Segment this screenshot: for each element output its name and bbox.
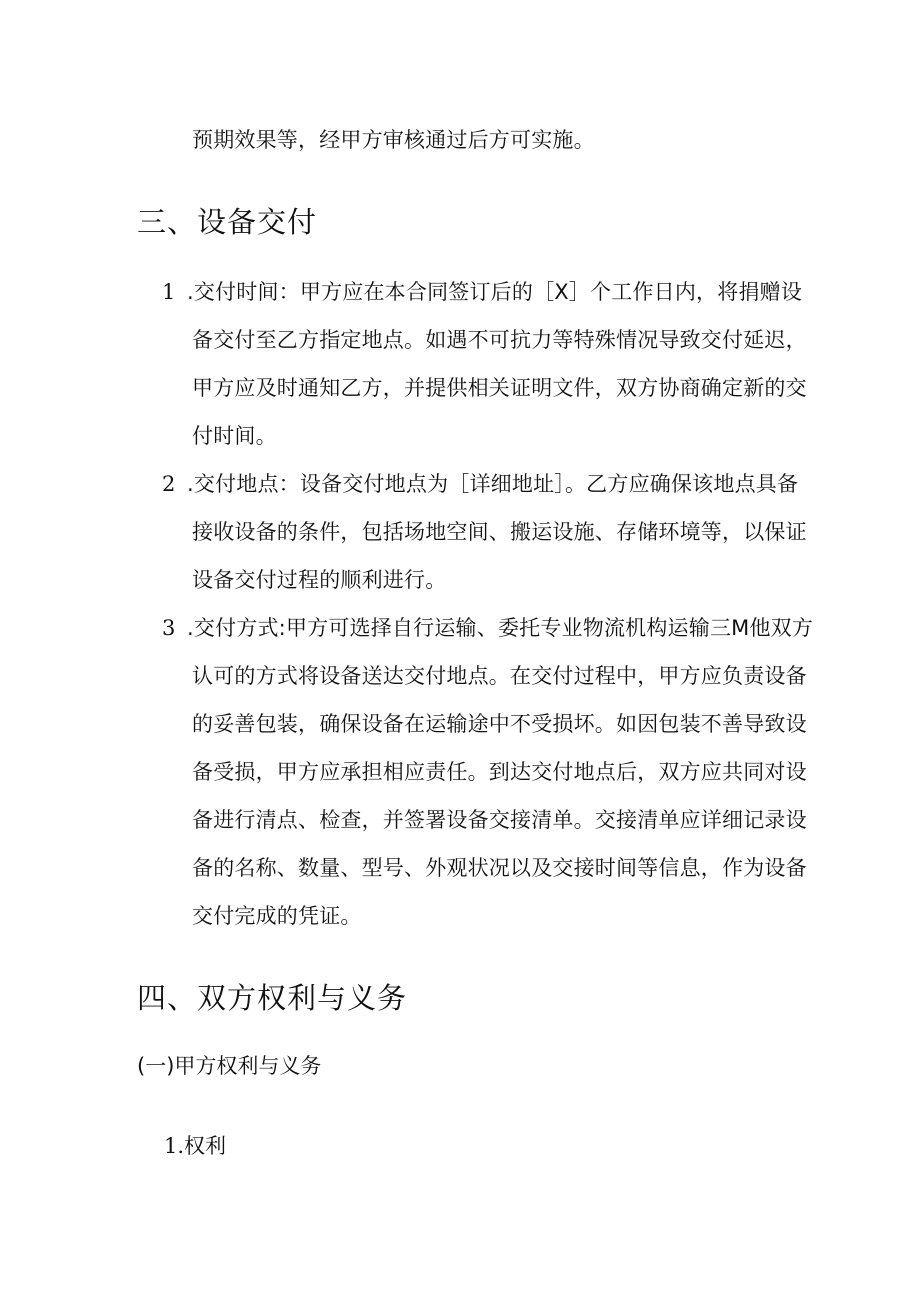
item-1-number: 1 [162, 280, 176, 304]
item-1-line-1: .交付时间：甲方应在本合同签订后的［X］个工作日内，将捐赠设 [187, 280, 803, 304]
point-heading: 1.权利 [164, 1134, 227, 1158]
continuation-text: 预期效果等，经甲方审核通过后方可实施。 [192, 128, 595, 152]
item-3-line-6: 备的名称、数量、型号、外观状况以及交接时间等信息，作为设备 [192, 856, 807, 880]
item-3-line-7: 交付完成的凭证。 [192, 904, 362, 928]
item-3-line-1: .交付方式:甲方可选择自行运输、委托专业物流机构运输三M他双方 [187, 616, 814, 640]
subsection-heading: (一)甲方权利与义务 [137, 1054, 322, 1078]
item-3-line-4: 备受损，甲方应承担相应责任。到达交付地点后，双方应共同对设 [192, 760, 807, 784]
item-3-line-3: 的妥善包装，确保设备在运输途中不受损坏。如因包装不善导致设 [192, 712, 807, 736]
section-3-heading: 三、设备交付 [137, 205, 318, 239]
item-2-number: 2 [162, 472, 176, 496]
item-1-line-2: 备交付至乙方指定地点。如遇不可抗力等特殊情况导致交付延迟， [192, 328, 807, 352]
item-2-line-2: 接收设备的条件，包括场地空间、搬运设施、存储环境等，以保证 [192, 520, 807, 544]
item-3-number: 3 [162, 616, 176, 640]
item-1-line-4: 付时间。 [192, 424, 277, 448]
item-3-line-5: 备进行清点、检查，并签署设备交接清单。交接清单应详细记录设 [192, 808, 807, 832]
item-2-line-1: .交付地点：设备交付地点为［详细地址］。乙方应确保该地点具备 [187, 472, 799, 496]
item-2-line-3: 设备交付过程的顺利进行。 [192, 568, 447, 592]
section-4-heading: 四、双方权利与义务 [137, 981, 408, 1015]
item-1-line-3: 甲方应及时通知乙方，并提供相关证明文件，双方协商确定新的交 [192, 376, 807, 400]
item-3-line-2: 认可的方式将设备送达交付地点。在交付过程中，甲方应负责设备 [192, 664, 807, 688]
